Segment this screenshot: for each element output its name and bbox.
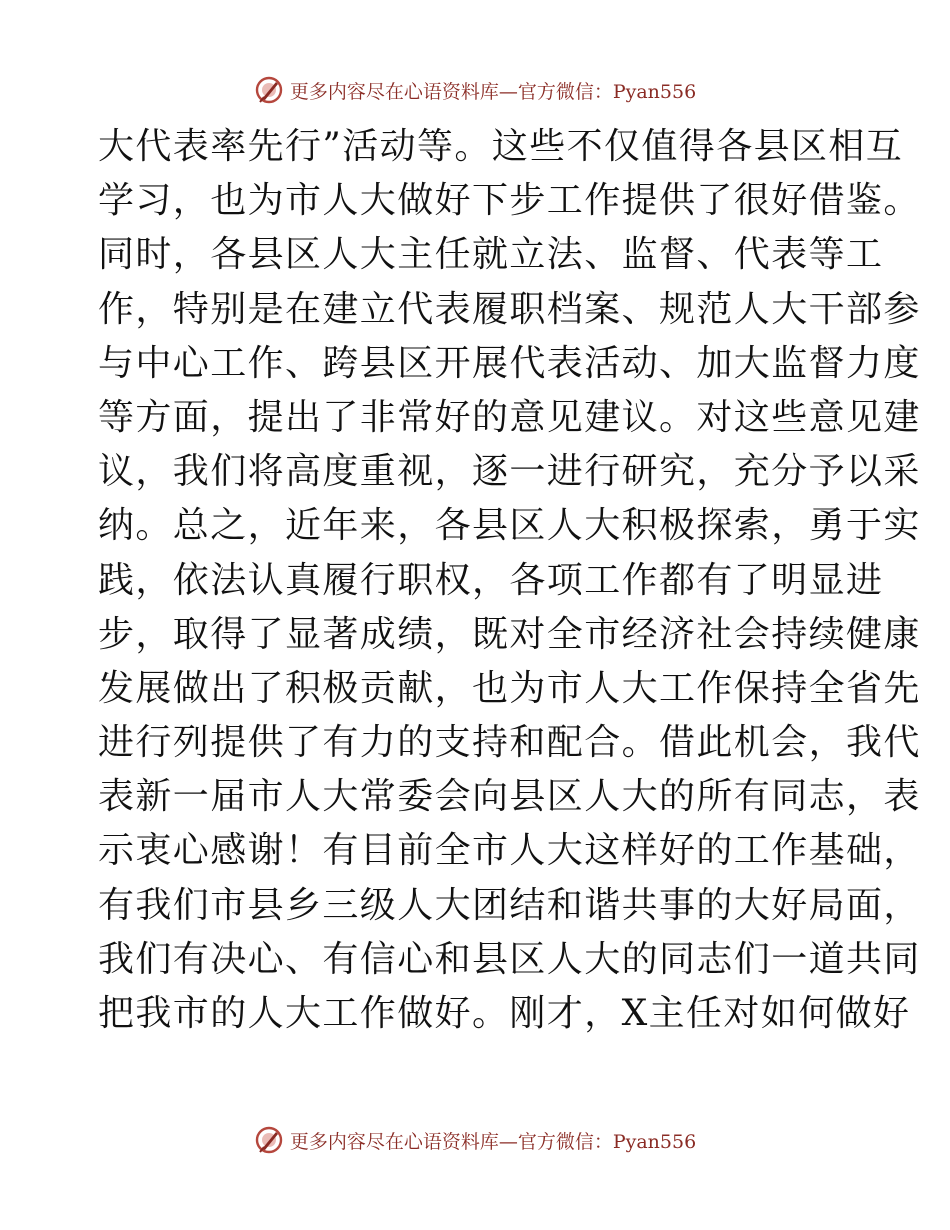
text-line: 有我们市县乡三级人大团结和谐共事的大好局面， — [98, 884, 921, 926]
quill-seal-icon — [254, 1125, 284, 1155]
document-body — [98, 120, 921, 1041]
text-line: 作，特别是在建立代表履职档案、规范人大干部参 — [98, 288, 921, 330]
text-line: 等方面，提出了非常好的意见建议。对这些意见建 — [98, 396, 921, 438]
text-line: 议，我们将高度重视，逐一进行研究，充分予以采 — [98, 451, 921, 493]
text-line: 我们有决心、有信心和县区人大的同志们一道共同 — [98, 938, 921, 980]
quill-seal-icon — [254, 75, 284, 105]
header-watermark-banner — [0, 72, 950, 108]
text-line: 发展做出了积极贡献，也为市人大工作保持全省先 — [98, 667, 921, 709]
footer-watermark-text: 更多内容尽在心语资料库—官方微信：Pyan556 — [289, 1130, 697, 1153]
text-line: 大代表率先行”活动等。这些不仅值得各县区相互 — [98, 126, 904, 167]
footer-watermark-banner — [0, 1122, 950, 1158]
text-line: 与中心工作、跨县区开展代表活动、加大监督力度 — [98, 342, 921, 384]
text-line: 纳。总之，近年来，各县区人大积极探索，勇于实 — [98, 505, 921, 547]
text-line: 进行列提供了有力的支持和配合。借此机会，我代 — [98, 722, 921, 764]
text-line: 步，取得了显著成绩，既对全市经济社会持续健康 — [98, 613, 921, 655]
text-line: 学习，也为市人大做好下步工作提供了很好借鉴。 — [98, 180, 921, 222]
text-line: 示衷心感谢！有目前全市人大这样好的工作基础， — [98, 830, 921, 872]
text-line: 把我市的人大工作做好。刚才，X主任对如何做好 — [98, 993, 911, 1034]
text-line: 表新一届市人大常委会向县区人大的所有同志，表 — [98, 776, 921, 818]
header-watermark-text: 更多内容尽在心语资料库—官方微信：Pyan556 — [289, 80, 697, 103]
text-line: 同时，各县区人大主任就立法、监督、代表等工 — [98, 234, 884, 276]
text-line: 践，依法认真履行职权，各项工作都有了明显进 — [98, 559, 884, 601]
